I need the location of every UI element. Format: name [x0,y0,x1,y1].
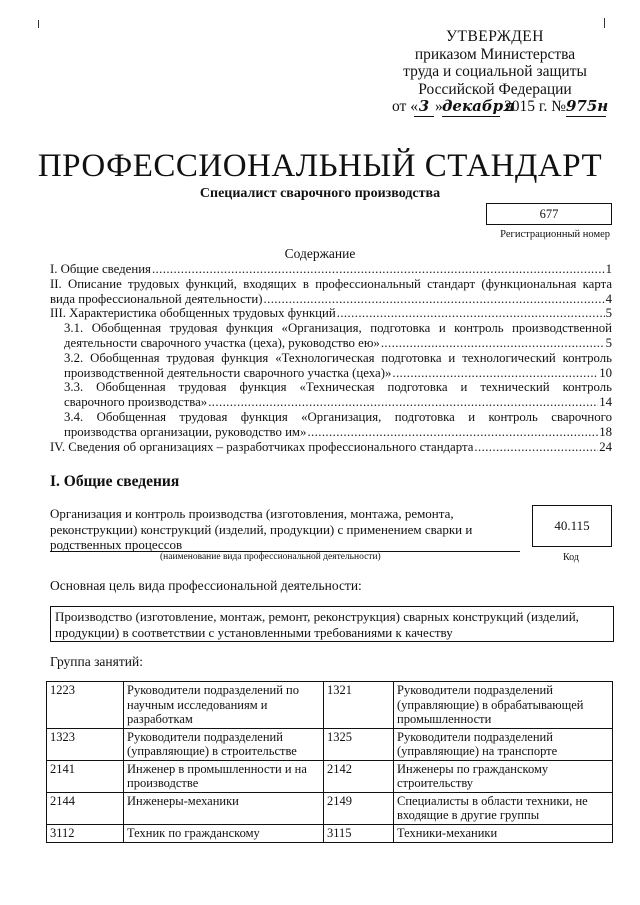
occupation-name: Инженеры-механики [124,792,324,824]
occupation-name: Руководители подразделений (управляющие) на транспорте [394,728,613,760]
occupation-name: Руководители подразделений (управляющие) в строительстве [124,728,324,760]
corner-mark-right [604,18,605,28]
corner-mark-left [38,20,39,28]
order-year: 2015 г. № [504,98,567,115]
order-prefix: от « [392,98,418,115]
goal-label: Основная цель вида профессиональной деятельности: [50,578,362,593]
toc-entry-text: I. Общие сведения [50,262,151,276]
toc-entry-text: производственной деятельности сварочного участка (цеха)» [64,365,392,380]
order-month: декабря [442,97,516,115]
toc-entry-text: 3.4. Обобщенная трудовая функция «Организация, подготовка и контроль сварочного [64,409,612,424]
toc-heading: Содержание [284,246,356,261]
toc-entry-text: 3.3. Обобщенная трудовая функция «Техническая подготовка и технический контроль [64,380,612,395]
document-subtitle: Специалист сварочного производства [199,186,441,201]
approval-line-3: Российской Федерации [418,80,572,98]
activity-code-box: 40.115 [532,505,612,547]
occupation-name: Специалисты в области техники, не входящие в другие группы [394,792,613,824]
toc-leader [264,292,605,307]
toc-entry-text: производства организации, руководство им» [64,424,307,439]
approval-block [380,28,610,116]
occupation-name: Инженер в промышленности и на производстве [124,760,324,792]
toc-entry-text: вида профессиональной деятельности) [50,291,263,306]
activity-caption: (наименование вида профессиональной деятельности) [160,552,381,562]
occupation-code: 2142 [324,760,394,792]
occupation-code: 1325 [324,728,394,760]
table-of-contents [50,262,612,454]
code-caption: Код [563,552,579,563]
approval-line-2: труда и социальной защиты [403,63,587,80]
approval-heading: УТВЕРЖДЕН [446,28,544,45]
toc-page: 4 [605,291,612,306]
table-row [47,792,613,824]
toc-page: 24 [599,439,612,454]
occupation-name: Руководители подразделений по научным исследованиям и разработкам [124,682,324,729]
occupation-name: Техник по гражданскому [124,824,324,842]
order-quote-close: » [435,98,443,115]
goal-text-line: Производство (изготовление, монтаж, ремонт, реконструкция) сварных конструкций (изделий, [55,609,579,624]
toc-entry-text: III. Характеристика обобщенных трудовых функций [50,306,336,321]
toc-leader [474,440,598,455]
activity-name [50,506,520,553]
occupation-code: 1323 [47,728,124,760]
toc-entry-text: 3.2. Обобщенная трудовая функция «Технологическая подготовка и технологический контроль [64,350,612,365]
activity-name-line: Организация и контроль производства (изготовления, монтажа, ремонта, [50,506,454,521]
toc-entry-text: 3.1. Обобщенная трудовая функция «Организация, подготовка и контроль производственной [64,321,612,336]
toc-entry[interactable] [50,351,612,381]
toc-leader [208,395,598,410]
occupation-code: 2141 [47,760,124,792]
occupation-code: 1321 [324,682,394,729]
section-heading: I. Общие сведения [50,473,180,490]
toc-entry[interactable] [50,440,612,455]
toc-page: 14 [599,395,612,410]
approval-line-1: приказом Министерства [414,45,576,63]
toc-entry[interactable] [50,380,612,410]
toc-page: 10 [599,365,612,380]
occupation-group-label: Группа занятий: [50,654,143,669]
toc-page: 18 [599,424,612,439]
goal-box [50,606,614,642]
toc-entry-text: деятельности сварочного участка (цеха), руководство ею» [64,335,380,350]
order-line [380,98,610,116]
table-row [47,728,613,760]
toc-leader [381,336,605,351]
occupation-table [46,681,613,843]
toc-entry[interactable] [50,306,612,321]
occupation-code: 1223 [47,682,124,729]
table-row [47,760,613,792]
toc-page: 1 [605,262,612,276]
document-title: ПРОФЕССИОНАЛЬНЫЙ СТАНДАРТ [37,148,603,184]
occupation-code: 3115 [324,824,394,842]
occupation-code: 3112 [47,824,124,842]
toc-entry-text: II. Описание трудовых функций, входящих в профессиональный стандарт (функциональная карта [50,276,612,291]
activity-name-line: родственных процессов [50,537,183,552]
registration-number-label: Регистрационный номер [500,229,610,240]
toc-entry[interactable] [50,262,612,277]
occupation-code: 2149 [324,792,394,824]
toc-page: 5 [605,335,612,350]
toc-leader [392,366,598,381]
occupation-name: Техники-механики [394,824,613,842]
table-row [47,824,613,842]
table-row [47,682,613,729]
registration-number-box: 677 [486,203,612,225]
order-day: 3 [414,98,434,117]
occupation-name: Руководители подразделений (управляющие) в обрабатывающей промышленности [394,682,613,729]
toc-leader [152,262,605,277]
toc-entry-text: сварочного производства» [64,395,208,410]
goal-text-line: продукции) в соответствии с установленными требованиями к качеству [55,624,453,640]
toc-page: 5 [605,306,612,321]
toc-leader [307,425,598,440]
toc-leader [337,306,605,321]
toc-entry[interactable] [50,277,612,307]
toc-entry-text: IV. Сведения об организациях – разработчиках профессионального стандарта [50,439,474,454]
occupation-name: Инженеры по гражданскому строительству [394,760,613,792]
toc-entry[interactable] [50,321,612,351]
activity-name-line: реконструкции) конструкций (изделий, продукции) с применением сварки и [50,521,473,537]
order-number: 975н [566,97,609,115]
goal-text [55,609,607,640]
occupation-code: 2144 [47,792,124,824]
toc-entry[interactable] [50,410,612,440]
